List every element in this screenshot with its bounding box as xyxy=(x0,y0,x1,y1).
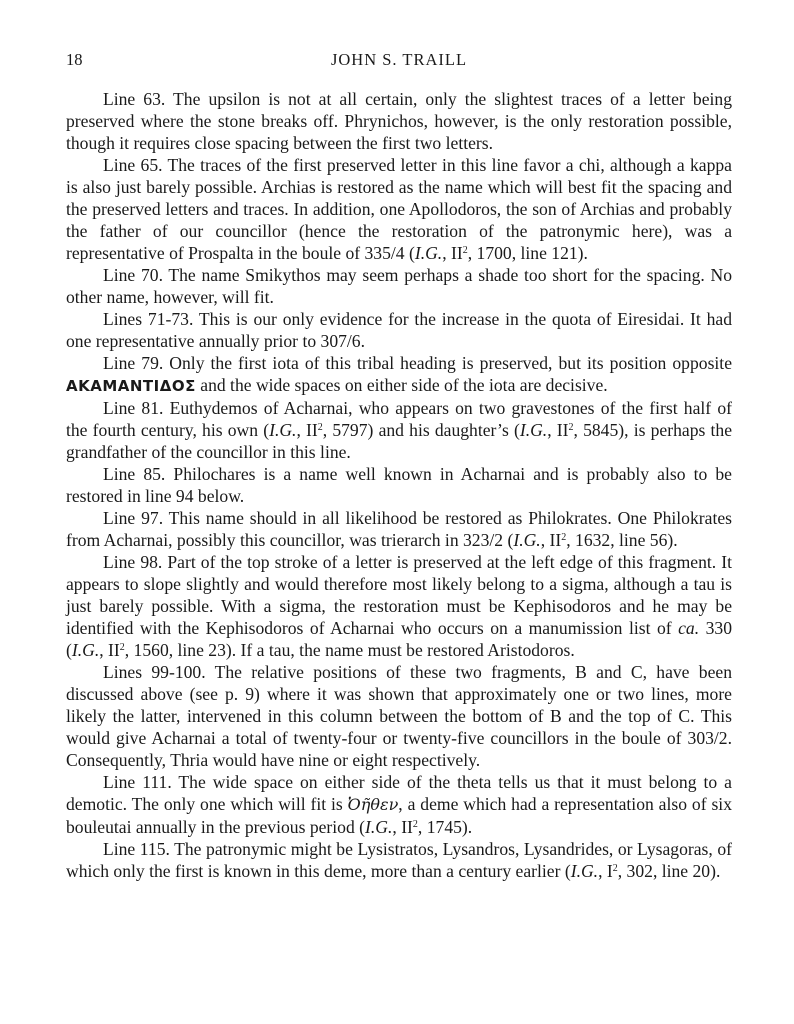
paragraph-line-97: Line 97. This name should in all likelihood be restored as Philokrates. One Philokrates from Acharnai, possibly this councillor, was trierarch in 323/2 (I.G., $II^2$, 1632, line 56). xyxy=(66,508,732,550)
greek-demotic: Ὀῆθεν xyxy=(347,795,399,814)
running-head: JOHN S. TRAILL xyxy=(330,50,468,69)
paragraph-line-70: Line 70. The name Smikythos may seem perhaps a shade too short for the spacing. No other name, however, will fit. xyxy=(66,265,732,307)
paragraph-lines-71-73: Lines 71-73. This is our only evidence for the increase in the quota of Eiresidai. It had one representative annually prior to 307/6. xyxy=(66,309,732,351)
page-header xyxy=(66,50,732,74)
paragraph-line-85: Line 85. Philochares is a name well known in Acharnai and is probably also to be restored in line 94 below. xyxy=(66,464,732,506)
paragraph-lines-99-100: Lines 99-100. The relative positions of these two fragments, B and C, have been discussed above (see p. 9) where it was shown that approximately one or two lines, more likely the latter, intervened in this column between the bottom of B and the top of C. This would give Acharnai a total of twenty-four or twenty-five councillors in the boule of 303/2. Consequently, Thria would have nine or eight respectively. xyxy=(66,662,732,770)
paragraph-line-79: Line 79. Only the first iota of this tribal heading is preserved, but its position opposite ΑΚΑΜΑΝΤΙΔΟΣ and the wide spaces on either side of the iota are decisive. xyxy=(66,353,732,395)
paragraph-line-81: Line 81. Euthydemos of Acharnai, who appears on two gravestones of the first half of the fourth century, his own (I.G., $II^2$, 5797) and his daughter’s (I.G., $II^2$, 5845), is perhaps the grandfather of the councillor in this line. xyxy=(66,398,733,462)
paragraph-line-98: Line 98. Part of the top stroke of a letter is preserved at the left edge of this fragment. It appears to slope slightly and would therefore most likely belong to a sigma, although a tau is just barely possible. With a sigma, the restoration must be Kephisodoros and he may be identified with the Kephisodoros of Acharnai who occurs on a manumission list of ca. 330 (I.G., $II^2$, 1560, line 23). If a tau, the name must be restored Aristodoros. xyxy=(66,552,732,660)
body-text xyxy=(66,88,732,882)
paragraph-line-111: Line 111. The wide space on either side of the theta tells us that it must belong to a demotic. The only one which will fit is Ὀῆθεν, a deme which had a representation also of six bouleutai annually in the previous period (I.G., $II^2$, 1745). xyxy=(66,772,732,837)
paragraph-line-65: Line 65. The traces of the first preserved letter in this line favor a chi, although a kappa is also just barely possible. Archias is restored as the name which will best fit the spacing and the preserved letters and traces. In addition, one Apollodoros, the son of Archias and probably the father of our councillor (hence the restoration of the patronymic here), was a representative of Prospalta in the boule of 335/4 (I.G., $II^2$, 1700, line 121). xyxy=(66,155,732,263)
paragraph-line-63: Line 63. The upsilon is not at all certain, only the slightest traces of a letter being preserved where the stone breaks off. Phrynichos, however, is the only restoration possible, though it requires close spacing between the first two letters. xyxy=(66,89,732,153)
paragraph-line-115: Line 115. The patronymic might be Lysistratos, Lysandros, Lysandrides, or Lysagoras, of which only the first is known in this deme, more than a century earlier (I.G., $I^2$, 302, line 20). xyxy=(66,839,732,881)
greek-tribal-heading: ΑΚΑΜΑΝΤΙΔΟΣ xyxy=(66,377,196,395)
page-number: 18 xyxy=(66,50,83,69)
